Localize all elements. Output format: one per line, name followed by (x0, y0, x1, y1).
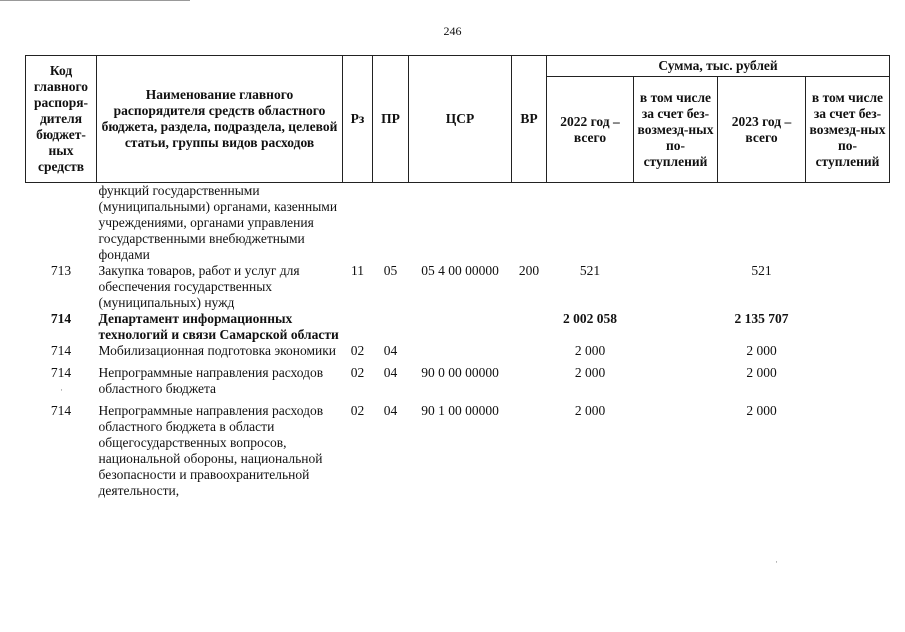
row-pr: 04 (383, 343, 398, 358)
row-code: 714 (50, 343, 72, 358)
row-pr: 05 (383, 263, 398, 278)
table-row (26, 343, 890, 359)
header-sum-group: Сумма, тыс. рублей (547, 56, 890, 77)
row-csr (409, 343, 512, 359)
page-number: 246 (443, 24, 462, 38)
row-rz: 02 (350, 343, 365, 358)
row-rz (343, 311, 373, 343)
row-2023-gratis (806, 183, 890, 264)
row-2023-total: 2 000 (746, 365, 777, 380)
header-2023-total: 2023 год – всего (718, 77, 806, 183)
row-2023-total: 2 000 (746, 343, 777, 358)
header-2022-total: 2022 год – всего (547, 77, 634, 183)
row-2022-total (547, 183, 634, 264)
row-vr (512, 403, 547, 499)
row-2023-gratis (806, 263, 890, 311)
row-code: 714 (50, 365, 72, 380)
header-vr: ВР (512, 56, 547, 183)
row-2022-gratis (634, 365, 718, 397)
row-2022-gratis (634, 183, 718, 264)
row-vr (512, 311, 547, 343)
scan-edge-line (0, 0, 190, 1)
row-rz: 11 (351, 263, 364, 278)
header-code: Код главного распоря-дителя бюджет-ных средств (26, 56, 97, 183)
row-2022-total: 2 000 (574, 365, 606, 380)
row-csr: 90 0 00 00000 (421, 365, 499, 380)
row-csr: 90 1 00 00000 (421, 403, 499, 418)
header-csr: ЦСР (409, 56, 512, 183)
scan-dot: · (775, 557, 778, 567)
row-2022-gratis (634, 311, 718, 343)
scan-dot: · (60, 385, 63, 395)
row-2022-gratis (634, 403, 718, 499)
header-2023-gratis: в том числе за счет без-возмезд-ных по-ступлений (806, 77, 890, 183)
row-pr (373, 183, 409, 264)
row-2023-gratis (806, 365, 890, 397)
row-pr: 04 (383, 403, 398, 418)
row-code (26, 183, 97, 264)
budget-table (25, 55, 890, 499)
row-csr (409, 311, 512, 343)
row-pr: 04 (383, 365, 398, 380)
header-pr: ПР (373, 56, 409, 183)
table-row (26, 263, 890, 311)
row-vr (512, 183, 547, 264)
row-2023-total: 2 135 707 (734, 311, 789, 326)
row-2023-total: 521 (751, 263, 772, 278)
header-2022-gratis: в том числе за счет без-возмезд-ных по-ступлений (634, 77, 718, 183)
row-2022-total: 2 000 (574, 403, 606, 418)
row-name: Мобилизационная подготовка экономики (98, 343, 337, 358)
row-rz (343, 183, 373, 264)
row-2023-gratis (806, 311, 890, 343)
row-name: Непрограммные направления расходов областного бюджета (98, 365, 324, 396)
row-name: Департамент информационных технологий и связи Самарской области (98, 311, 339, 342)
row-2022-gratis (634, 343, 718, 359)
row-code: 714 (50, 311, 72, 326)
row-vr (512, 343, 547, 359)
row-2022-total: 521 (579, 263, 601, 278)
row-name: Закупка товаров, работ и услуг для обеспечения государственных (муниципальных) нужд (98, 263, 300, 310)
row-2023-gratis (806, 403, 890, 499)
row-2022-total: 2 000 (574, 343, 606, 358)
row-2022-gratis (634, 263, 718, 311)
row-vr (512, 365, 547, 397)
table-row (26, 183, 890, 264)
header-rz: Рз (343, 56, 373, 183)
row-rz: 02 (350, 403, 365, 418)
row-2023-total: 2 000 (746, 403, 777, 418)
row-2022-total: 2 002 058 (563, 311, 617, 326)
row-name: функций государственными (муниципальными) органами, казенными учреждениями, органами управления государственными внебюджетными фондами (98, 183, 338, 262)
row-2023-gratis (806, 343, 890, 359)
row-2023-total (718, 183, 806, 264)
table-body (26, 183, 890, 500)
table-row (26, 365, 890, 397)
row-pr (373, 311, 409, 343)
table-row (26, 403, 890, 499)
header-name: Наименование главного распорядителя средств областного бюджета, раздела, подраздела, целевой статьи, группы видов расходов (97, 56, 343, 183)
row-code: 714 (50, 403, 72, 418)
row-code: 713 (50, 263, 72, 278)
table-row (26, 311, 890, 343)
row-csr (409, 183, 512, 264)
row-name: Непрограммные направления расходов областного бюджета в области общегосударственных вопросов, национальной обороны, национальной безопасности и правоохранительной деятельности, (98, 403, 324, 498)
row-csr: 05 4 00 00000 (421, 263, 499, 278)
row-rz: 02 (350, 365, 365, 380)
row-vr: 200 (518, 263, 540, 278)
